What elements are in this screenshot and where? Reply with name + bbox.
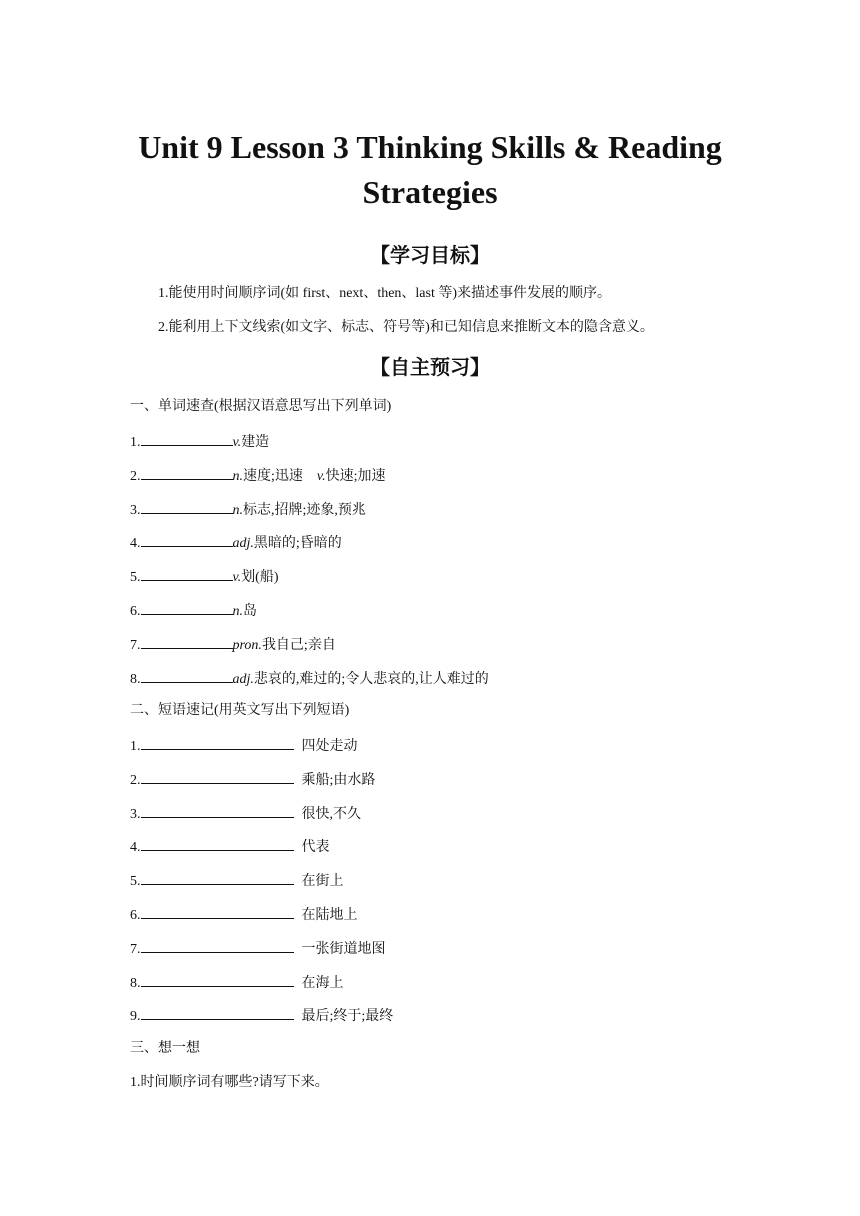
word-meaning: 我自己;亲自	[261, 638, 336, 653]
page-title-line-2: Strategies	[362, 174, 498, 210]
item-number: 6.	[130, 604, 141, 619]
item-number: 3.	[130, 503, 141, 518]
phrase-meaning: 很快,不久	[301, 807, 361, 822]
phrase-section-heading: 二、短语速记(用英文写出下列短语)	[130, 703, 350, 718]
answer-blank[interactable]	[141, 972, 294, 987]
item-number: 4.	[130, 536, 141, 551]
phrase-meaning: 乘船;由水路	[301, 773, 376, 788]
word-meaning: 悲哀的,难过的;令人悲哀的,让人难过的	[253, 672, 489, 687]
think-section-heading: 三、想一想	[130, 1041, 200, 1056]
item-number: 8.	[130, 976, 141, 991]
phrase-meaning: 在陆地上	[301, 908, 358, 923]
phrase-item	[130, 803, 361, 825]
item-number: 1.	[130, 435, 141, 450]
self-study-heading: 【自主预习】	[370, 355, 490, 379]
answer-blank[interactable]	[141, 465, 233, 480]
part-of-speech: v.	[232, 570, 242, 585]
part-of-speech: adj.	[232, 536, 254, 551]
vocab-item	[130, 668, 489, 690]
item-number: 2.	[130, 773, 141, 788]
item-number: 8.	[130, 672, 141, 687]
word-meaning: 速度;迅速	[243, 469, 317, 484]
vocab-item	[130, 566, 279, 588]
word-meaning: 岛	[243, 604, 257, 619]
answer-blank[interactable]	[141, 870, 294, 885]
vocab-item	[130, 532, 342, 554]
phrase-item	[130, 870, 344, 892]
part-of-speech: v.	[232, 435, 242, 450]
objective-1: 1.能使用时间顺序词(如 first、next、then、last 等)来描述事件发展的顺序。	[158, 286, 612, 301]
vocab-item	[130, 634, 336, 656]
answer-blank[interactable]	[141, 938, 294, 953]
phrase-meaning: 最后;终于;最终	[301, 1009, 394, 1024]
phrase-item	[130, 836, 330, 858]
answer-blank[interactable]	[141, 769, 294, 784]
item-number: 3.	[130, 807, 141, 822]
part-of-speech: n.	[232, 604, 243, 619]
answer-blank[interactable]	[141, 803, 294, 818]
part-of-speech: adj.	[232, 672, 254, 687]
answer-blank[interactable]	[141, 668, 233, 683]
answer-blank[interactable]	[141, 904, 294, 919]
answer-blank[interactable]	[141, 735, 294, 750]
item-number: 9.	[130, 1009, 141, 1024]
item-number: 2.	[130, 469, 141, 484]
item-number: 7.	[130, 942, 141, 957]
answer-blank[interactable]	[141, 532, 233, 547]
learning-objectives-heading: 【学习目标】	[370, 243, 490, 267]
answer-blank[interactable]	[141, 634, 233, 649]
item-number: 4.	[130, 840, 141, 855]
vocab-item	[130, 431, 269, 453]
phrase-item	[130, 972, 344, 994]
answer-blank[interactable]	[141, 600, 233, 615]
phrase-meaning: 代表	[301, 840, 330, 855]
phrase-meaning: 四处走动	[301, 739, 358, 754]
word-meaning: 标志,招牌;迹象,预兆	[243, 503, 366, 518]
answer-blank[interactable]	[141, 431, 233, 446]
part-of-speech: v.	[316, 469, 326, 484]
item-number: 7.	[130, 638, 141, 653]
vocab-item	[130, 465, 385, 487]
word-meaning: 划(船)	[241, 570, 279, 585]
phrase-item	[130, 938, 386, 960]
think-question-1: 1.时间顺序词有哪些?请写下来。	[130, 1075, 329, 1090]
phrase-meaning: 在街上	[301, 874, 344, 889]
phrase-item	[130, 735, 358, 757]
word-meaning: 黑暗的;昏暗的	[253, 536, 342, 551]
part-of-speech: n.	[232, 503, 243, 518]
answer-blank[interactable]	[141, 499, 233, 514]
answer-blank[interactable]	[141, 836, 294, 851]
objective-2: 2.能利用上下文线索(如文字、标志、符号等)和已知信息来推断文本的隐含意义。	[158, 320, 654, 335]
word-meaning: 建造	[241, 435, 270, 450]
answer-blank[interactable]	[141, 566, 233, 581]
phrase-meaning: 在海上	[301, 976, 344, 991]
vocab-item	[130, 600, 257, 622]
phrase-meaning: 一张街道地图	[301, 942, 386, 957]
phrase-item	[130, 769, 375, 791]
item-number: 6.	[130, 908, 141, 923]
vocab-item	[130, 499, 366, 521]
part-of-speech: n.	[232, 469, 243, 484]
part-of-speech: pron.	[232, 638, 262, 653]
phrase-item	[130, 1005, 393, 1027]
vocab-section-heading: 一、单词速查(根据汉语意思写出下列单词)	[130, 399, 392, 414]
page-title-line-1: Unit 9 Lesson 3 Thinking Skills & Reading	[138, 129, 722, 165]
item-number: 5.	[130, 874, 141, 889]
item-number: 5.	[130, 570, 141, 585]
item-number: 1.	[130, 739, 141, 754]
phrase-item	[130, 904, 358, 926]
answer-blank[interactable]	[141, 1005, 294, 1020]
word-meaning: 快速;加速	[325, 469, 386, 484]
